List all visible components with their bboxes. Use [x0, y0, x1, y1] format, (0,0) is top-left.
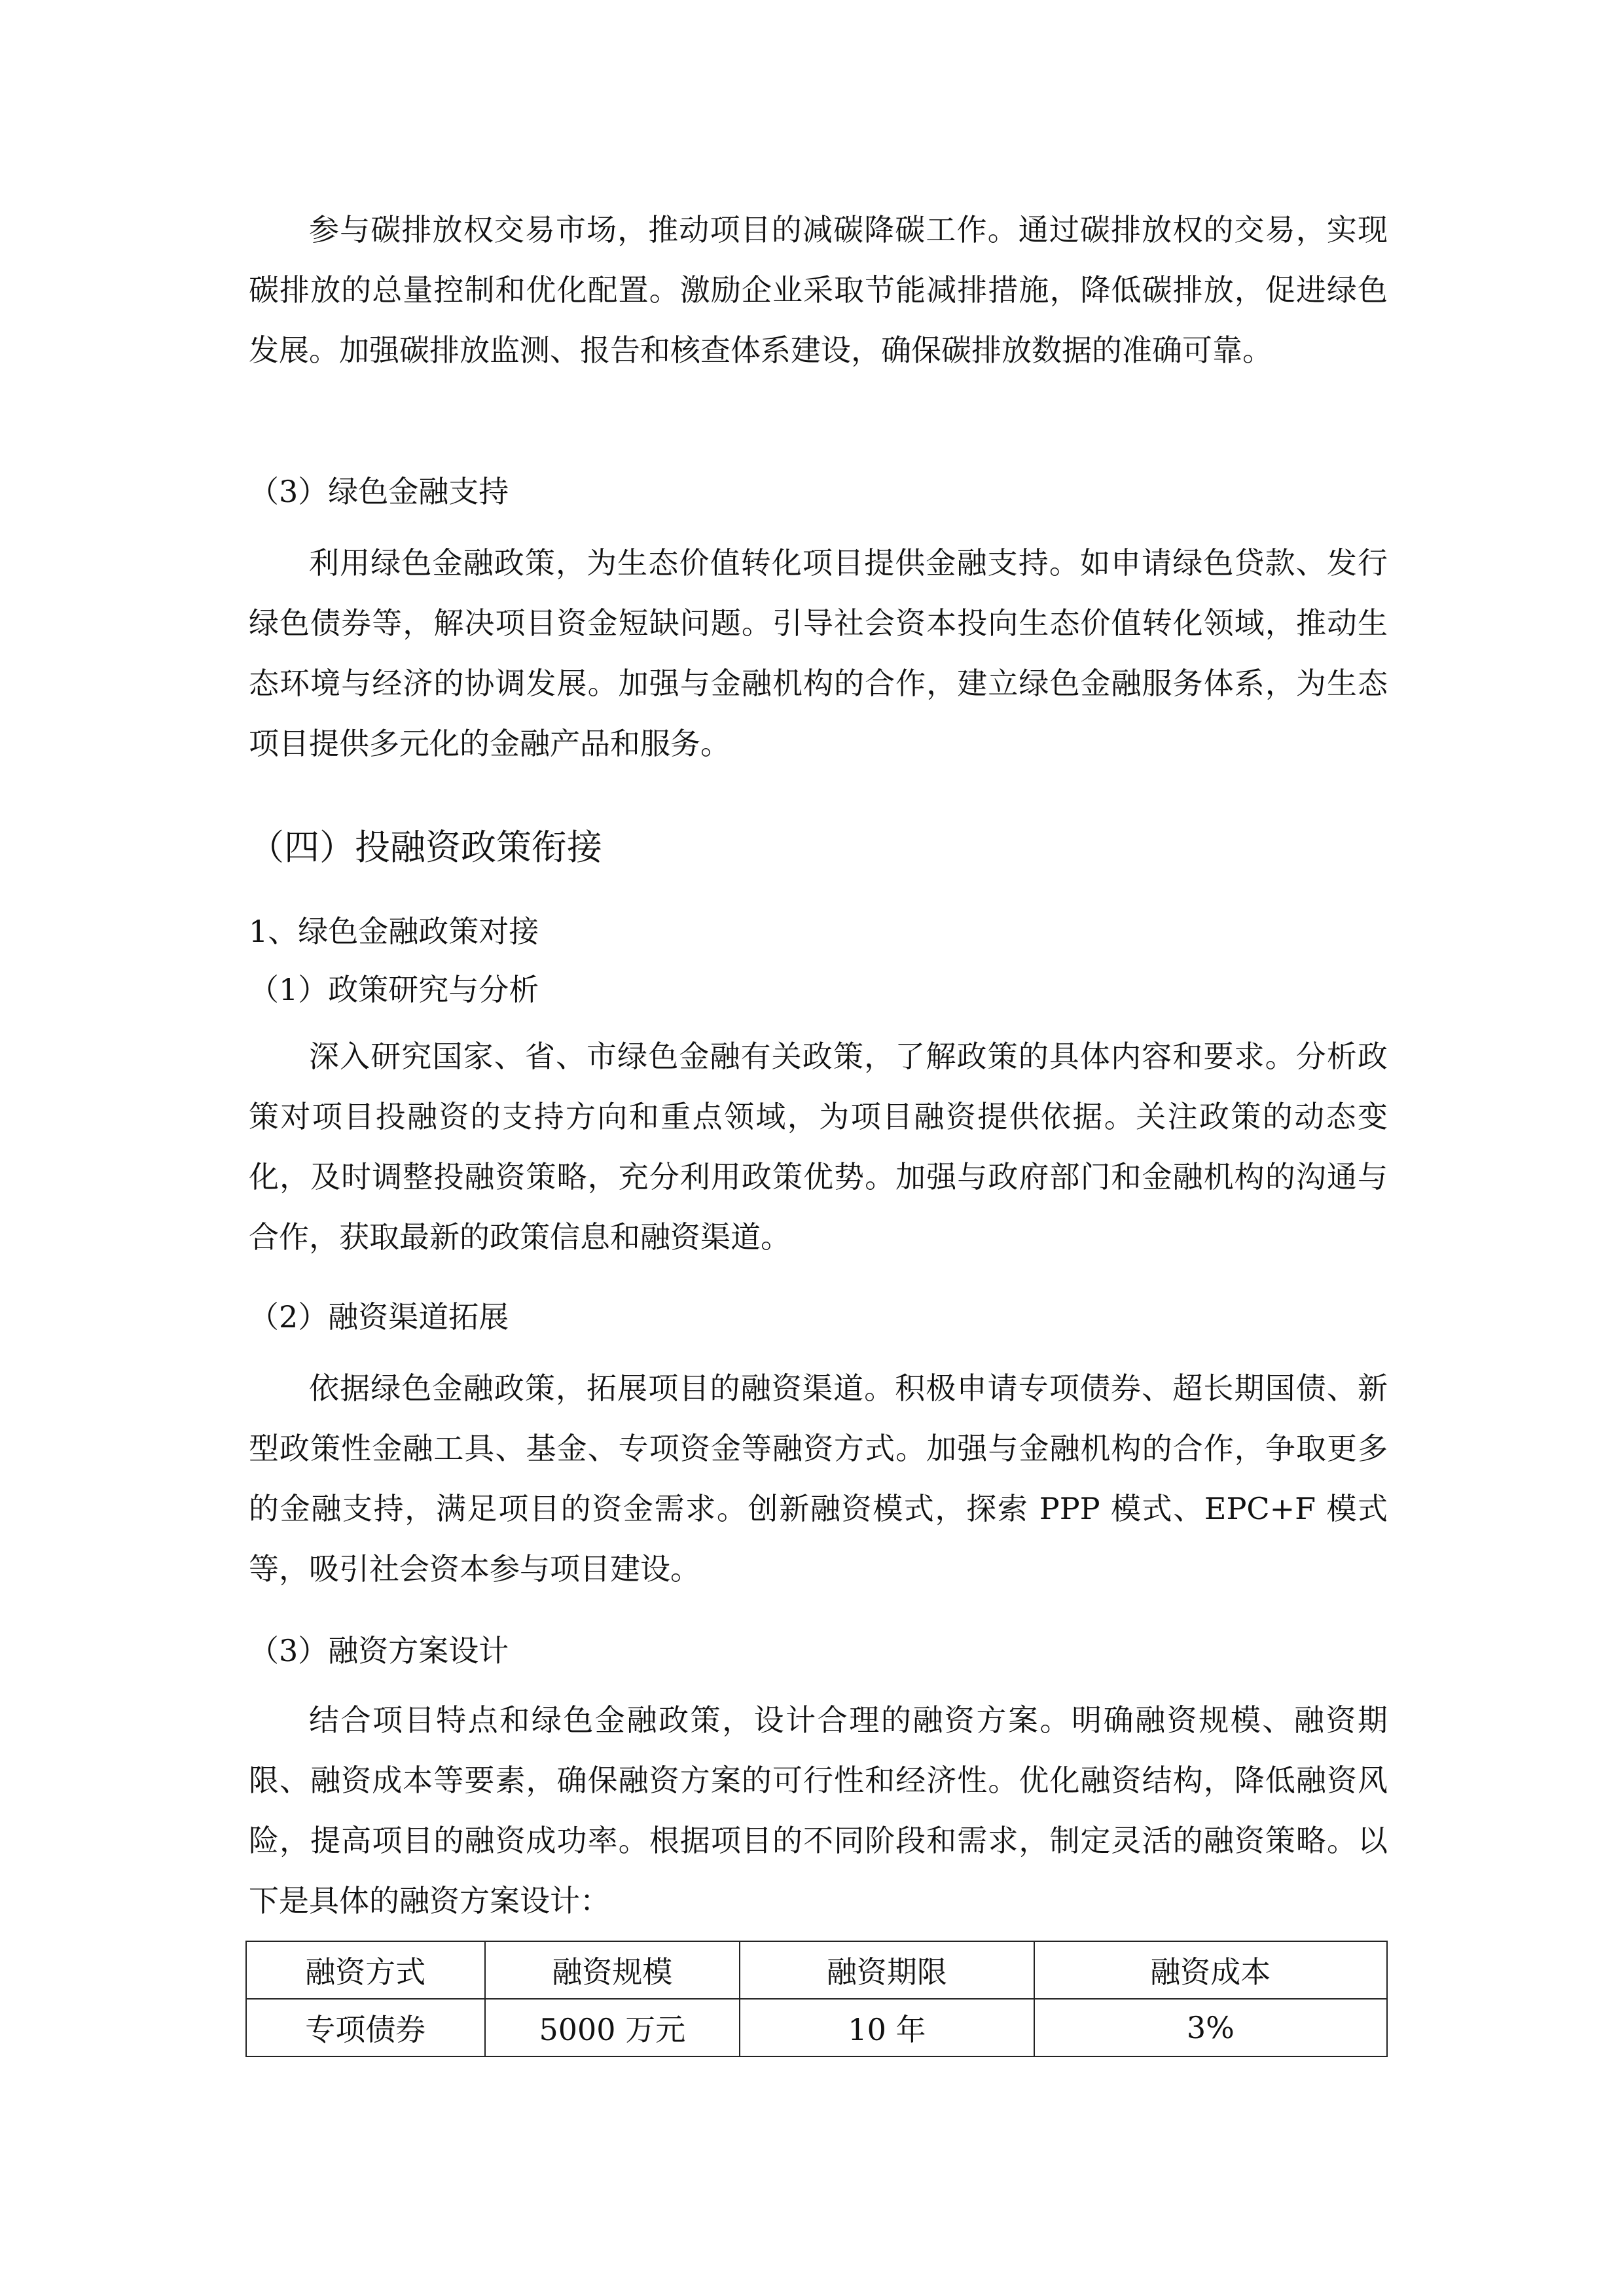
paragraph-text: 利用绿色金融政策，为生态价值转化项目提供金融支持。如申请绿色贷款、发行绿色债券等，解决项目资金短缺问题。引导社会资本投向生态价值转化领域，推动生态环境与经济的协调发展。加强与金融机构的合作，建立绿色金融服务体系，为生态项目提供多元化的金融产品和服务。 [249, 545, 1388, 761]
subheading-green-finance-support [249, 461, 1388, 522]
subheading-text: （3）绿色金融支持 [249, 474, 509, 509]
paragraph-text: 依据绿色金融政策，拓展项目的融资渠道。积极申请专项债券、超长期国债、新型政策性金融工具、基金、专项资金等融资方式。加强与金融机构的合作，争取更多的金融支持，满足项目的资金需求。创新融资模式，探索 PPP 模式、EPC+F 模式等，吸引社会资本参与项目建设。 [249, 1371, 1388, 1587]
section-heading-investment-policy [249, 812, 1388, 884]
subheading-financing-channels [249, 1287, 1388, 1347]
table-row [246, 1999, 1387, 2056]
table-header-cell: 融资成本 [1034, 1941, 1387, 1999]
subheading-policy-research [249, 960, 1388, 1020]
table-header-cell: 融资方式 [246, 1941, 485, 1999]
item-heading-green-finance-policy [249, 901, 1388, 961]
table-cell: 10 年 [740, 1999, 1034, 2056]
table-cell: 专项债券 [246, 1999, 485, 2056]
financing-plan-table [245, 1941, 1388, 2057]
subheading-text: （3）融资方案设计 [249, 1633, 509, 1668]
subheading-text: （2）融资渠道拓展 [249, 1299, 509, 1335]
section-heading-text: （四）投融资政策衔接 [249, 827, 602, 868]
subheading-financing-plan [249, 1621, 1388, 1681]
table-cell: 5000 万元 [485, 1999, 740, 2056]
paragraph-financing-plan [249, 1690, 1388, 1931]
subheading-text: （1）政策研究与分析 [249, 972, 539, 1007]
item-heading-text: 1、绿色金融政策对接 [249, 914, 539, 949]
table-cell: 3% [1034, 1999, 1387, 2056]
paragraph-text: 深入研究国家、省、市绿色金融有关政策，了解政策的具体内容和要求。分析政策对项目投融资的支持方向和重点领域，为项目融资提供依据。关注政策的动态变化，及时调整投融资策略，充分利用政策优势。加强与政府部门和金融机构的沟通与合作，获取最新的政策信息和融资渠道。 [249, 1039, 1388, 1255]
table-header-row [246, 1941, 1387, 1999]
paragraph-policy-research [249, 1026, 1388, 1267]
table-header-cell: 融资期限 [740, 1941, 1034, 1999]
paragraph-carbon-trading [249, 200, 1388, 380]
paragraph-text: 结合项目特点和绿色金融政策，设计合理的融资方案。明确融资规模、融资期限、融资成本等要素，确保融资方案的可行性和经济性。优化融资结构，降低融资风险，提高项目的融资成功率。根据项目的不同阶段和需求，制定灵活的融资策略。以下是具体的融资方案设计： [249, 1702, 1388, 1918]
paragraph-green-finance [249, 533, 1388, 774]
table-header-cell: 融资规模 [485, 1941, 740, 1999]
paragraph-financing-channels [249, 1358, 1388, 1599]
paragraph-text: 参与碳排放权交易市场，推动项目的减碳降碳工作。通过碳排放权的交易，实现碳排放的总量控制和优化配置。激励企业采取节能减排措施，降低碳排放，促进绿色发展。加强碳排放监测、报告和核查体系建设，确保碳排放数据的准确可靠。 [249, 212, 1388, 368]
